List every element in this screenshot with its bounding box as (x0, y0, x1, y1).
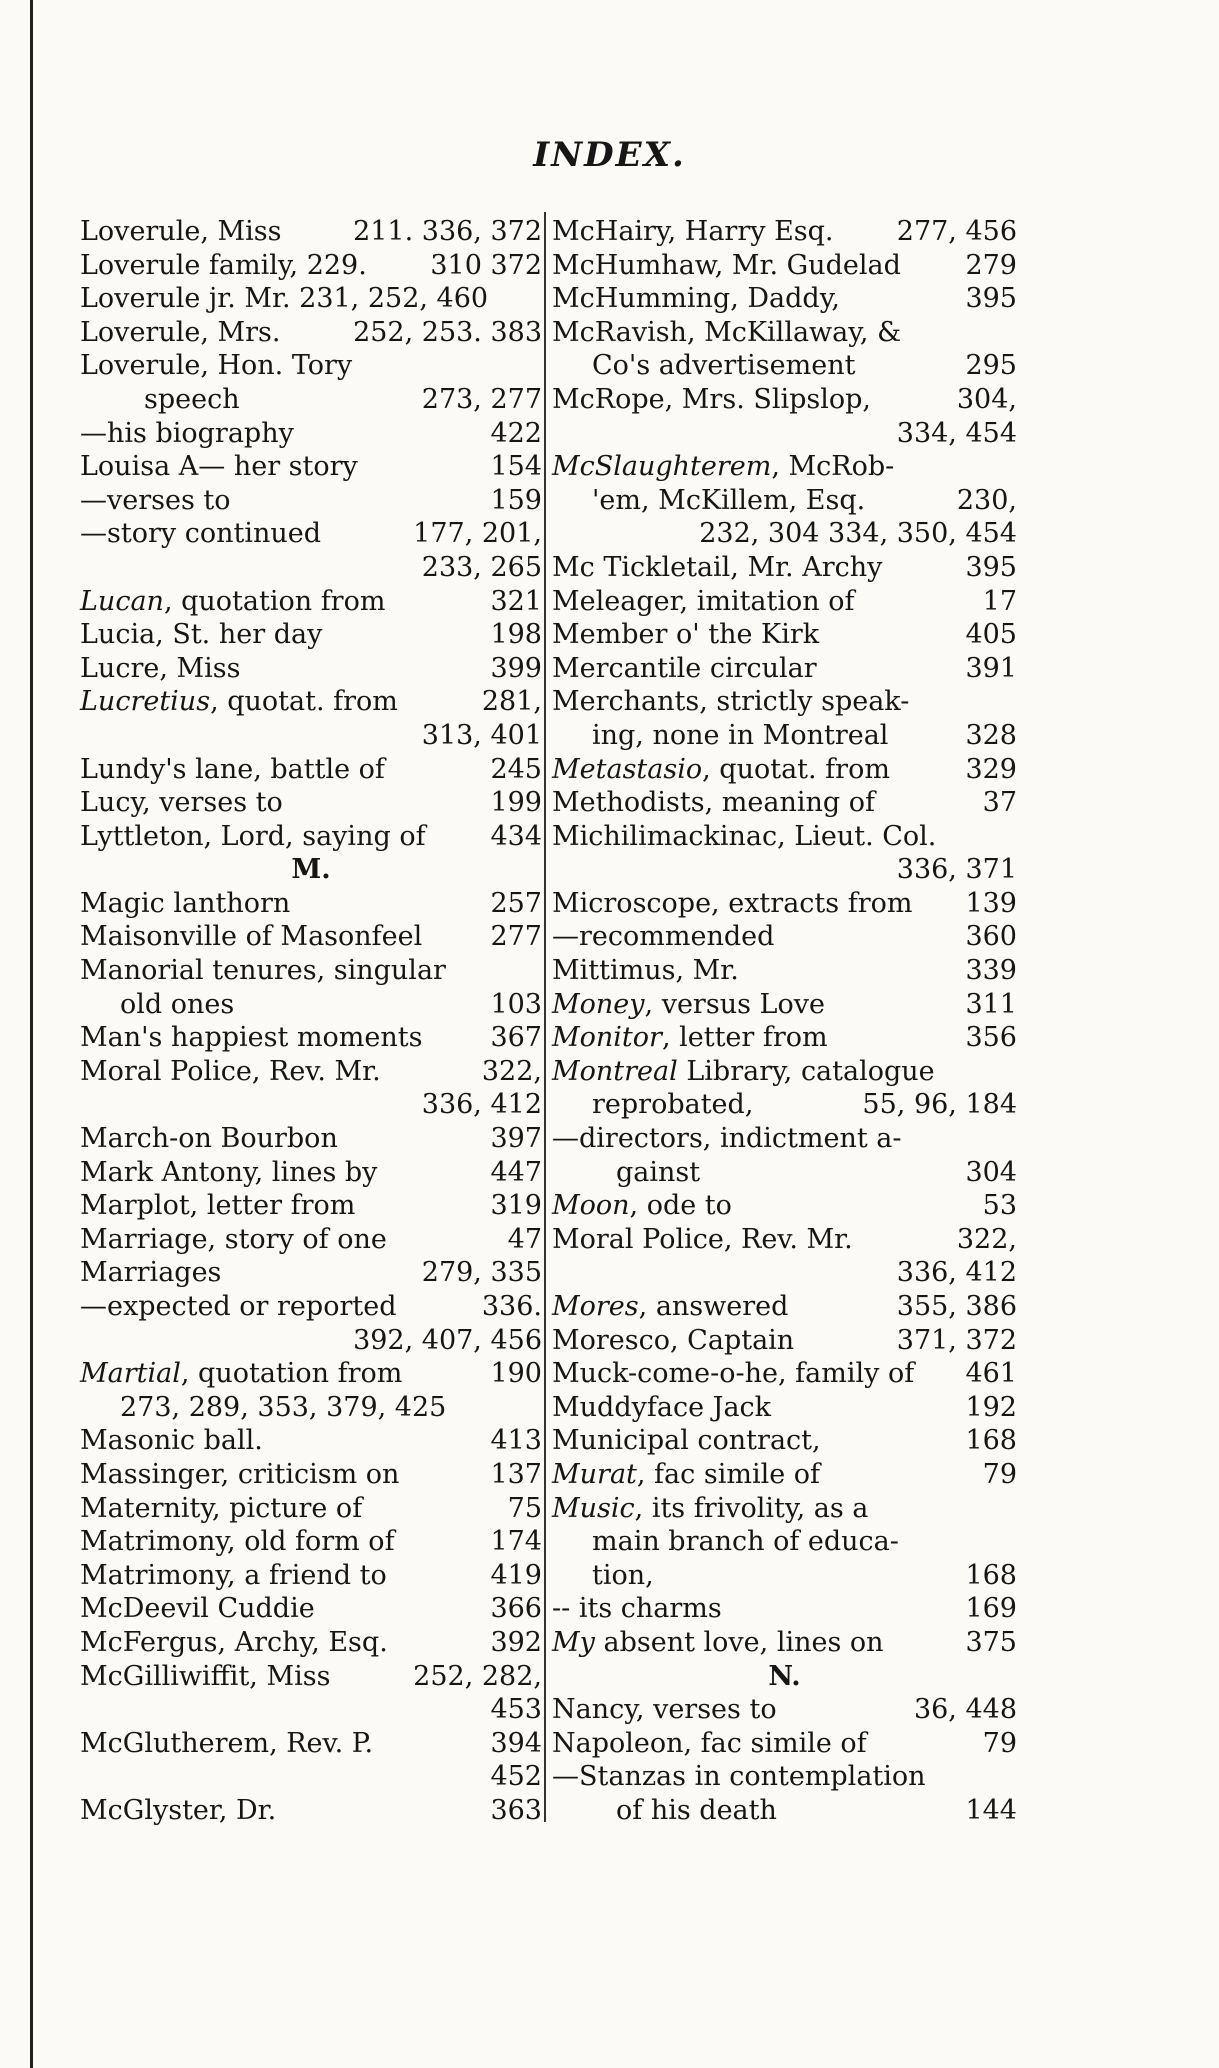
entry-pages: 252, 282, (413, 1660, 542, 1692)
section-letter: M. (291, 854, 331, 886)
index-entry (552, 1559, 1017, 1593)
entry-pages: 174 (490, 1526, 542, 1558)
index-entry (552, 484, 1017, 518)
entry-pages: 413 (490, 1425, 542, 1457)
index-entry (80, 853, 542, 887)
entry-pages: 371, 372 (896, 1324, 1017, 1356)
index-entry (80, 1088, 542, 1122)
entry-term: Muck-come-o-he, family of (552, 1358, 915, 1390)
entry-pages: 177, 201, (413, 518, 542, 550)
entry-pages: 192 (965, 1391, 1017, 1423)
index-entry (552, 1693, 1017, 1727)
entry-pages: 339 (965, 955, 1017, 987)
entry-pages: 322, (481, 1055, 542, 1087)
entry-pages: 336, 371 (896, 854, 1017, 886)
index-entry (80, 585, 542, 619)
index-entry (552, 618, 1017, 652)
entry-pages: 422 (490, 417, 542, 449)
entry-pages: 375 (965, 1626, 1017, 1658)
index-entry (552, 1525, 1017, 1559)
entry-term: Merchants, strictly speak- (552, 686, 910, 718)
entry-term: Loverule family, 229. (80, 249, 367, 281)
entry-term: speech (144, 383, 240, 415)
entry-pages: 55, 96, 184 (862, 1089, 1017, 1121)
entry-term: Napoleon, fac simile of (552, 1727, 867, 1759)
entry-term: Metastasio, quotat. from (552, 753, 890, 785)
index-entry (552, 1794, 1017, 1828)
index-entry (552, 652, 1017, 686)
index-entry (80, 249, 542, 283)
index-entry (552, 1626, 1017, 1660)
index-entry (80, 920, 542, 954)
entry-term: —Stanzas in contemplation (552, 1761, 926, 1793)
index-entry (80, 1290, 542, 1324)
entry-pages: 311 (965, 988, 1017, 1020)
entry-term: Muddyface Jack (552, 1391, 772, 1423)
index-entry (80, 786, 542, 820)
index-entry (80, 1458, 542, 1492)
section-letter: N. (768, 1660, 801, 1692)
entry-term: Money, versus Love (552, 988, 825, 1020)
index-entry (80, 1592, 542, 1626)
entry-pages: 190 (490, 1358, 542, 1390)
index-entry (80, 1189, 542, 1223)
index-entry (80, 517, 542, 551)
entry-pages: 211. 336, 372 (353, 216, 542, 247)
entry-term: Lucy, verses to (80, 787, 283, 819)
index-entry (552, 1357, 1017, 1391)
entry-term: Moon, ode to (552, 1190, 732, 1222)
index-entry (80, 1391, 542, 1425)
entry-term: McGlutherem, Rev. P. (80, 1727, 374, 1759)
entry-pages: 313, 401 (421, 719, 542, 751)
entry-pages: 452 (490, 1761, 542, 1793)
entry-term: Man's happiest moments (80, 1022, 423, 1054)
entry-pages: 363 (490, 1794, 542, 1826)
entry-term: Marplot, letter from (80, 1190, 356, 1222)
entry-term: —recommended (552, 921, 775, 953)
entry-pages: 336, 412 (421, 1089, 542, 1121)
index-entry (80, 719, 542, 753)
entry-term: Mc Tickletail, Mr. Archy (552, 551, 883, 583)
entry-pages: 75 (507, 1492, 542, 1524)
entry-term: gainst (616, 1156, 701, 1188)
entry-term: Mores, answered (552, 1291, 789, 1322)
entry-pages: 355, 386 (896, 1291, 1017, 1322)
index-entry (552, 1122, 1017, 1156)
index-entry (552, 1458, 1017, 1492)
entry-pages: 37 (982, 787, 1017, 819)
entry-pages: 334, 454 (896, 417, 1017, 449)
entry-term: Loverule jr. Mr. 231, 252, 460 (80, 283, 489, 315)
index-entry (80, 1693, 542, 1727)
entry-pages: 168 (965, 1559, 1017, 1591)
entry-pages: 281, (481, 686, 542, 718)
index-entry (552, 249, 1017, 283)
entry-pages: 139 (965, 887, 1017, 919)
index-entry (552, 786, 1017, 820)
entry-term: of his death (616, 1794, 777, 1826)
entry-pages: 447 (490, 1156, 542, 1188)
index-entry (80, 1626, 542, 1660)
entry-pages: 159 (490, 484, 542, 516)
entry-term: —verses to (80, 484, 231, 516)
entry-pages: 137 (490, 1458, 542, 1490)
index-entry (80, 551, 542, 585)
index-entry (552, 719, 1017, 753)
index-entry (552, 1760, 1017, 1794)
index-entry (80, 1156, 542, 1190)
index-entry (552, 1156, 1017, 1190)
entry-term: McRope, Mrs. Slipslop, (552, 383, 872, 415)
entry-term: Maisonville of Masonfeel (80, 921, 423, 953)
entry-term: Music, its frivolity, as a (552, 1492, 869, 1524)
index-entry (80, 1660, 542, 1694)
entry-term: Maternity, picture of (80, 1492, 363, 1524)
entry-term: My absent love, lines on (552, 1626, 884, 1658)
page-edge-line (30, 0, 33, 2068)
entry-pages: 399 (490, 652, 542, 684)
entry-term: Microscope, extracts from (552, 887, 913, 919)
entry-pages: 319 (490, 1190, 542, 1222)
index-entry (80, 1021, 542, 1055)
index-entry (552, 1189, 1017, 1223)
entry-pages: 461 (965, 1358, 1017, 1390)
index-entry (80, 1223, 542, 1257)
index-entry (80, 1559, 542, 1593)
entry-term: Manorial tenures, singular (80, 955, 446, 987)
entry-pages: 310 372 (430, 249, 542, 281)
entry-term: Moral Police, Rev. Mr. (552, 1223, 853, 1255)
entry-pages: 329 (965, 753, 1017, 785)
entry-pages: 322, (956, 1223, 1017, 1255)
index-entry (552, 1391, 1017, 1425)
entry-pages: 419 (490, 1559, 542, 1591)
entry-term: Lundy's lane, battle of (80, 753, 385, 785)
entry-pages: 232, 304 334, 350, 454 (699, 518, 1017, 550)
index-entry (80, 349, 542, 383)
entry-term: Matrimony, old form of (80, 1526, 395, 1558)
entry-term: Nancy, verses to (552, 1694, 777, 1726)
entry-term: Marriage, story of one (80, 1223, 387, 1255)
entry-term: reprobated, (592, 1089, 754, 1121)
entry-term: McFergus, Archy, Esq. (80, 1626, 388, 1658)
index-entry (80, 618, 542, 652)
entry-pages: 366 (490, 1593, 542, 1625)
entry-term: McSlaughterem, McRob- (552, 451, 895, 483)
entry-term: main branch of educa- (592, 1526, 899, 1558)
index-entry (80, 1760, 542, 1794)
entry-pages: 144 (965, 1794, 1017, 1826)
index-entry (80, 282, 542, 316)
entry-pages: 392 (490, 1626, 542, 1658)
index-entry (552, 417, 1017, 451)
entry-pages: 356 (965, 1022, 1017, 1054)
entry-pages: 103 (490, 988, 542, 1020)
entry-pages: 17 (982, 585, 1017, 617)
index-entry (80, 753, 542, 787)
entry-pages: 36, 448 (913, 1694, 1017, 1726)
right-column (552, 215, 1017, 1828)
index-entry (552, 1021, 1017, 1055)
entry-pages: 199 (490, 787, 542, 819)
entry-pages: 391 (965, 652, 1017, 684)
entry-term: Member o' the Kirk (552, 619, 820, 651)
entry-term: Moral Police, Rev. Mr. (80, 1055, 381, 1087)
entry-term: Murat, fac simile of (552, 1458, 821, 1490)
entry-term: Matrimony, a friend to (80, 1559, 387, 1591)
entry-term: ing, none in Montreal (592, 719, 889, 751)
index-entry (80, 417, 542, 451)
entry-pages: 295 (965, 350, 1017, 382)
index-entry (552, 1660, 1017, 1694)
entry-term: Loverule, Hon. Tory (80, 350, 353, 382)
index-entry (80, 887, 542, 921)
entry-pages: 53 (982, 1190, 1017, 1222)
index-entry (552, 1256, 1017, 1290)
index-entry (552, 517, 1017, 551)
index-entry (80, 1055, 542, 1089)
column-divider (544, 212, 546, 1822)
index-entry (552, 954, 1017, 988)
index-entry (552, 1055, 1017, 1089)
entry-pages: 304, (956, 383, 1017, 415)
entry-pages: 336. (481, 1291, 542, 1322)
index-entry (80, 988, 542, 1022)
entry-term: Municipal contract, (552, 1425, 821, 1457)
entry-term: March-on Bourbon (80, 1123, 338, 1155)
index-entry (80, 1525, 542, 1559)
entry-pages: 453 (490, 1694, 542, 1726)
index-entry (552, 988, 1017, 1022)
entry-term: McRavish, McKillaway, & (552, 316, 902, 348)
index-entry (80, 383, 542, 417)
entry-term: —expected or reported (80, 1291, 397, 1322)
index-entry (552, 685, 1017, 719)
entry-term: —directors, indictment a- (552, 1123, 902, 1155)
entry-term: Lucre, Miss (80, 652, 241, 684)
entry-pages: 336, 412 (896, 1257, 1017, 1289)
entry-pages: 367 (490, 1022, 542, 1054)
index-entry (552, 887, 1017, 921)
entry-pages: 277 (490, 921, 542, 953)
index-entry (552, 920, 1017, 954)
entry-term: Monitor, letter from (552, 1022, 828, 1054)
entry-pages: 47 (507, 1223, 542, 1255)
entry-term: Co's advertisement (592, 350, 856, 382)
index-entry (552, 282, 1017, 316)
entry-pages: 154 (490, 451, 542, 483)
index-entry (552, 820, 1017, 854)
entry-term: Lucia, St. her day (80, 619, 323, 651)
entry-pages: 257 (490, 887, 542, 919)
entry-term: Magic lanthorn (80, 887, 291, 919)
entry-pages: 279 (965, 249, 1017, 281)
entry-term: Lucretius, quotat. from (80, 686, 398, 718)
index-entry (80, 820, 542, 854)
entry-term: Massinger, criticism on (80, 1458, 400, 1490)
entry-term: Masonic ball. (80, 1425, 263, 1457)
entry-pages: 360 (965, 921, 1017, 953)
index-entry (80, 1122, 542, 1156)
index-entry (552, 1223, 1017, 1257)
index-entry (552, 383, 1017, 417)
entry-term: McDeevil Cuddie (80, 1593, 315, 1625)
entry-term: Mercantile circular (552, 652, 817, 684)
entry-term: McHairy, Harry Esq. (552, 216, 834, 247)
index-entry (552, 853, 1017, 887)
entry-pages: 434 (490, 820, 542, 852)
entry-term: McGilliwiffit, Miss (80, 1660, 331, 1692)
entry-pages: 273, 277 (421, 383, 542, 415)
index-entry (80, 1357, 542, 1391)
entry-term: McHumming, Daddy, (552, 283, 840, 315)
entry-pages: 321 (490, 585, 542, 617)
entry-term: Methodists, meaning of (552, 787, 875, 819)
index-entry (80, 1794, 542, 1828)
index-entry (80, 954, 542, 988)
entry-term: Martial, quotation from (80, 1358, 403, 1390)
index-entry (80, 1727, 542, 1761)
index-entry (552, 215, 1017, 249)
entry-pages: 397 (490, 1123, 542, 1155)
entry-pages: 392, 407, 456 (353, 1324, 542, 1356)
index-entry (552, 1727, 1017, 1761)
entry-term: McHumhaw, Mr. Gudelad (552, 249, 901, 281)
entry-term: old ones (120, 988, 235, 1020)
entry-term: —story continued (80, 518, 321, 550)
entry-pages: 277, 456 (896, 216, 1017, 247)
index-entry (552, 1088, 1017, 1122)
entry-pages: 233, 265 (421, 551, 542, 583)
entry-pages: 198 (490, 619, 542, 651)
index-entry (80, 1492, 542, 1526)
entry-term: Mark Antony, lines by (80, 1156, 378, 1188)
index-entry (552, 753, 1017, 787)
entry-pages: 328 (965, 719, 1017, 751)
entry-term: McGlyster, Dr. (80, 1794, 277, 1826)
index-entry (552, 1492, 1017, 1526)
index-entry (80, 450, 542, 484)
entry-term: Lucan, quotation from (80, 585, 386, 617)
entry-pages: 79 (982, 1727, 1017, 1759)
entry-term: tion, (592, 1559, 654, 1591)
index-entry (80, 1424, 542, 1458)
entry-pages: 79 (982, 1458, 1017, 1490)
entry-term: Louisa A— her story (80, 451, 358, 483)
entry-pages: 279, 335 (421, 1257, 542, 1289)
index-entry (552, 349, 1017, 383)
entry-term: Loverule, Mrs. (80, 316, 281, 348)
left-column (80, 215, 542, 1828)
entry-term: Moresco, Captain (552, 1324, 795, 1356)
index-entry (552, 551, 1017, 585)
entry-term: Lyttleton, Lord, saying of (80, 820, 426, 852)
entry-pages: 252, 253. 383 (353, 316, 542, 348)
index-entry (552, 450, 1017, 484)
index-entry (552, 585, 1017, 619)
entry-term: Marriages (80, 1257, 222, 1289)
entry-pages: 245 (490, 753, 542, 785)
index-entry (552, 1592, 1017, 1626)
entry-term: Mittimus, Mr. (552, 955, 739, 987)
entry-pages: 169 (965, 1593, 1017, 1625)
entry-term: Michilimackinac, Lieut. Col. (552, 820, 937, 852)
entry-term: —his biography (80, 417, 294, 449)
entry-term: Loverule, Miss (80, 216, 282, 247)
index-entry (80, 484, 542, 518)
index-entry (552, 1324, 1017, 1358)
entry-term: Meleager, imitation of (552, 585, 855, 617)
entry-pages: 395 (965, 283, 1017, 315)
entry-term: 'em, McKillem, Esq. (592, 484, 866, 516)
index-entry (80, 1324, 542, 1358)
index-entry (80, 652, 542, 686)
entry-term: Montreal Library, catalogue (552, 1055, 935, 1087)
index-entry (552, 1424, 1017, 1458)
index-entry (552, 1290, 1017, 1324)
entry-term: -- its charms (552, 1593, 722, 1625)
entry-pages: 405 (965, 619, 1017, 651)
entry-pages: 394 (490, 1727, 542, 1759)
entry-pages: 230, (956, 484, 1017, 516)
entry-pages: 395 (965, 551, 1017, 583)
entry-term: 273, 289, 353, 379, 425 (120, 1391, 447, 1423)
index-entry (80, 1256, 542, 1290)
page-title: INDEX. (533, 135, 686, 175)
index-entry (552, 316, 1017, 350)
entry-pages: 168 (965, 1425, 1017, 1457)
index-entry (80, 685, 542, 719)
entry-pages: 304 (965, 1156, 1017, 1188)
index-entry (80, 316, 542, 350)
index-entry (80, 215, 542, 249)
